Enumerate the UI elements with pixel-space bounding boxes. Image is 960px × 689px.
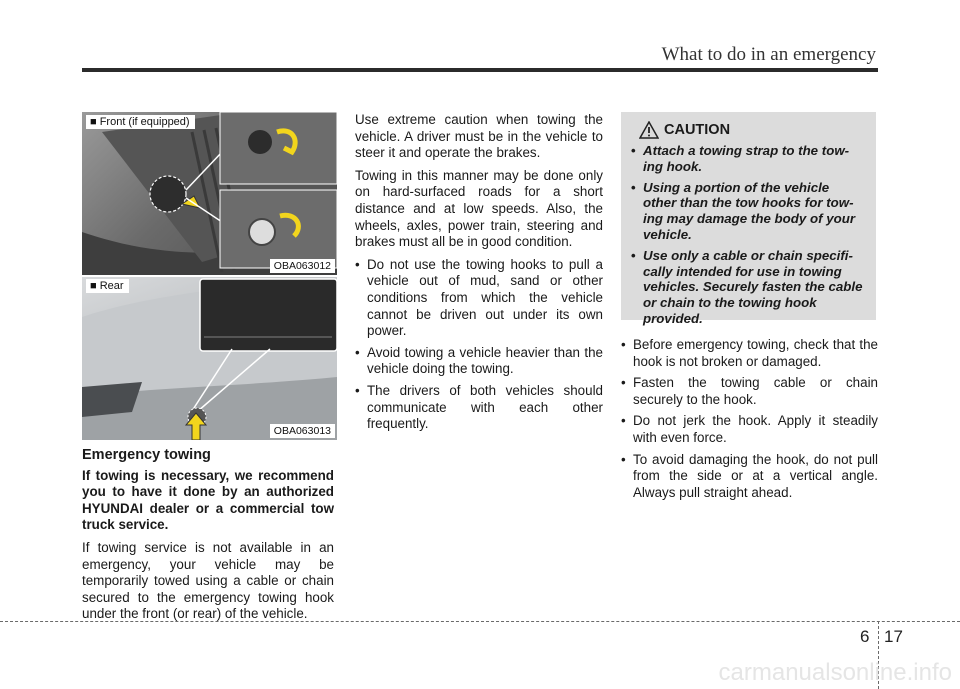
list-item: • Avoid towing a vehicle heavier than the vehicle doing the towing. (355, 345, 603, 378)
rear-bumper-drawing (82, 277, 337, 440)
page-number: 17 (884, 627, 903, 646)
list-item: • Do not use the towing hooks to pull a vehicle out of mud, sand or other conditions from which the vehicle cannot be driven out under its own power. (355, 257, 603, 340)
caution-title: CAUTION (664, 122, 731, 138)
watermark: carmanualsonline.info (718, 659, 952, 686)
list-item: • Fasten the towing cable or chain securely to the hook. (621, 375, 878, 408)
rear-image-label: ■ Rear (86, 279, 129, 293)
caution-list (631, 143, 866, 327)
caution-heading (639, 121, 866, 139)
right-bullet-list (621, 337, 878, 501)
rear-image-code: OBA063013 (270, 424, 335, 438)
middle-bullet-list (355, 257, 603, 433)
caution-box (621, 112, 876, 326)
section-title: Emergency towing (82, 447, 211, 463)
footer-rule (0, 621, 960, 622)
paragraph-caution-driver: Use extreme caution when towing the vehicle. A driver must be in the vehicle to steer it and operate the brakes. (355, 112, 603, 161)
front-image-code: OBA063012 (270, 259, 335, 273)
warning-triangle-icon (639, 121, 659, 139)
paragraph-road-conditions: Towing in this manner may be done only on hard-surfaced roads for a short distance and at low speeds. Also, the wheels, axles, power train, steering and brakes must all be in good condition. (355, 167, 603, 250)
body-paragraph: If towing service is not available in an emergency, your vehicle may be temporarily towed using a cable or chain secured to the emergency towing hook under the front (or rear) of the vehicle. (82, 539, 334, 622)
rear-hook-illustration (82, 277, 337, 440)
front-hook-illustration (82, 112, 337, 275)
middle-column (355, 112, 603, 438)
section-header-title: What to do in an emergency (661, 44, 876, 65)
right-column (621, 337, 878, 506)
chapter-number: 6 (860, 627, 870, 646)
list-item: • To avoid damaging the hook, do not pull from the side or at a vertical angle. Always pull straight ahead. (621, 452, 878, 502)
left-column (82, 447, 334, 629)
intro-paragraph: If towing is necessary, we recommend you to have it done by an authorized HYUNDAI dealer or a commercial tow truck service. (82, 467, 334, 533)
front-bumper-drawing (82, 112, 337, 275)
list-item: • Using a portion of the vehicle other than the tow hooks for tow-ing may damage the body of your vehicle. (631, 180, 866, 243)
header-rule (82, 68, 878, 72)
list-item: • Use only a cable or chain specifi-cally intended for use in towing vehicles. Securely fasten the cable or chain to the towing hook provided. (631, 248, 866, 327)
list-item: • Before emergency towing, check that the hook is not broken or damaged. (621, 337, 878, 370)
list-item: • The drivers of both vehicles should communicate with each other frequently. (355, 383, 603, 433)
list-item: • Attach a towing strap to the tow-ing hook. (631, 143, 866, 175)
list-item: • Do not jerk the hook. Apply it steadily with even force. (621, 413, 878, 446)
front-image-label: ■ Front (if equipped) (86, 115, 195, 129)
